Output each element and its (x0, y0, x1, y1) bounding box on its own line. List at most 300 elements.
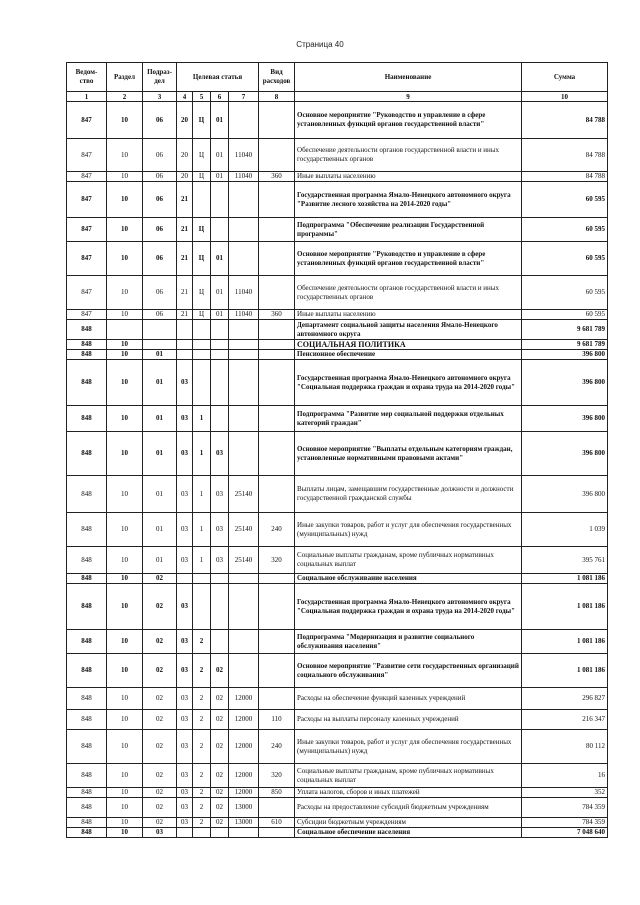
table-row (67, 710, 608, 730)
vedomstvo-cell: 848 (67, 340, 107, 350)
name-cell: Обеспечение деятельности органов государственной власти и иных государственных органов (295, 276, 522, 310)
vedomstvo-cell: 848 (67, 360, 107, 406)
vedomstvo-cell: 848 (67, 630, 107, 654)
vid-cell (259, 218, 295, 242)
target-code-3-cell (211, 584, 229, 630)
col-number: 3 (143, 92, 177, 102)
podrazdel-cell: 02 (143, 788, 177, 798)
col-number: 7 (229, 92, 259, 102)
podrazdel-cell: 02 (143, 574, 177, 584)
table-row (67, 432, 608, 476)
podrazdel-cell: 02 (143, 584, 177, 630)
target-code-1-cell: 03 (177, 654, 193, 688)
table-row (67, 630, 608, 654)
target-code-4-cell (229, 218, 259, 242)
vedomstvo-cell: 847 (67, 242, 107, 276)
target-code-3-cell: 02 (211, 764, 229, 788)
target-code-4-cell (229, 828, 259, 838)
sum-cell: 396 800 (522, 360, 608, 406)
vedomstvo-cell: 848 (67, 688, 107, 710)
target-code-3-cell (211, 218, 229, 242)
name-cell: Департамент социальной защиты населения Ямало-Ненецкого автономного округа (295, 320, 522, 340)
vid-cell (259, 102, 295, 139)
target-code-3-cell: 01 (211, 310, 229, 320)
vedomstvo-cell: 847 (67, 182, 107, 218)
razdel-cell: 10 (107, 547, 143, 574)
vedomstvo-cell: 848 (67, 764, 107, 788)
target-code-3-cell: 02 (211, 688, 229, 710)
table-row (67, 340, 608, 350)
target-code-4-cell: 25140 (229, 476, 259, 513)
target-code-3-cell: 02 (211, 654, 229, 688)
podrazdel-cell: 02 (143, 730, 177, 764)
sum-cell: 60 595 (522, 182, 608, 218)
target-code-1-cell: 03 (177, 730, 193, 764)
vedomstvo-cell: 848 (67, 476, 107, 513)
sum-cell: 1 081 186 (522, 654, 608, 688)
sum-cell: 352 (522, 788, 608, 798)
table-row (67, 764, 608, 788)
table-row (67, 182, 608, 218)
target-code-2-cell: 2 (193, 764, 211, 788)
name-cell: Уплата налогов, сборов и иных платежей (295, 788, 522, 798)
target-code-4-cell (229, 654, 259, 688)
target-code-1-cell: 03 (177, 710, 193, 730)
razdel-cell: 10 (107, 360, 143, 406)
target-code-2-cell: 1 (193, 547, 211, 574)
podrazdel-cell: 06 (143, 276, 177, 310)
sum-cell: 60 595 (522, 276, 608, 310)
sum-cell: 60 595 (522, 218, 608, 242)
vid-cell: 240 (259, 513, 295, 547)
razdel-cell: 10 (107, 513, 143, 547)
target-code-4-cell: 12000 (229, 764, 259, 788)
sum-cell: 84 788 (522, 139, 608, 172)
sum-cell: 1 081 186 (522, 584, 608, 630)
razdel-cell: 10 (107, 798, 143, 818)
sum-cell: 1 039 (522, 513, 608, 547)
name-cell: Государственная программа Ямало-Ненецкого автономного округа "Развитие лесного хозяйства на 2014-2020 годы" (295, 182, 522, 218)
name-cell: Иные выплаты населению (295, 310, 522, 320)
target-code-4-cell (229, 630, 259, 654)
target-code-3-cell (211, 350, 229, 360)
sum-cell: 216 347 (522, 710, 608, 730)
vedomstvo-cell: 848 (67, 320, 107, 340)
vid-cell (259, 320, 295, 340)
razdel-cell: 10 (107, 688, 143, 710)
razdel-cell: 10 (107, 630, 143, 654)
vid-cell (259, 584, 295, 630)
podrazdel-cell: 06 (143, 102, 177, 139)
vid-cell (259, 828, 295, 838)
podrazdel-cell: 01 (143, 360, 177, 406)
podrazdel-cell: 01 (143, 476, 177, 513)
razdel-cell: 10 (107, 788, 143, 798)
target-code-2-cell: Ц (193, 276, 211, 310)
vid-cell (259, 630, 295, 654)
vedomstvo-cell: 847 (67, 276, 107, 310)
target-code-3-cell: 01 (211, 242, 229, 276)
vid-cell (259, 432, 295, 476)
vid-cell: 360 (259, 310, 295, 320)
target-code-4-cell (229, 350, 259, 360)
target-code-2-cell: 1 (193, 476, 211, 513)
target-code-1-cell (177, 828, 193, 838)
sum-cell: 784 359 (522, 818, 608, 828)
target-code-3-cell: 01 (211, 172, 229, 182)
target-code-4-cell: 11040 (229, 172, 259, 182)
razdel-cell: 10 (107, 828, 143, 838)
name-cell: Выплаты лицам, замещавшим государственные должности и должности государственной гражданской службы (295, 476, 522, 513)
target-code-1-cell: 03 (177, 798, 193, 818)
target-code-1-cell: 03 (177, 630, 193, 654)
vid-cell (259, 654, 295, 688)
vid-cell (259, 242, 295, 276)
name-cell: Иные закупки товаров, работ и услуг для обеспечения государственных (муниципальных) нужд (295, 730, 522, 764)
name-cell: Социальное обслуживание населения (295, 574, 522, 584)
target-code-4-cell (229, 584, 259, 630)
table-header-row (67, 63, 608, 92)
target-code-2-cell: Ц (193, 310, 211, 320)
podrazdel-cell: 02 (143, 798, 177, 818)
sum-cell: 9 681 789 (522, 340, 608, 350)
target-code-2-cell: 1 (193, 406, 211, 432)
target-code-2-cell: 2 (193, 654, 211, 688)
name-cell: Социальные выплаты гражданам, кроме публичных нормативных социальных выплат (295, 547, 522, 574)
razdel-cell: 10 (107, 242, 143, 276)
razdel-cell: 10 (107, 476, 143, 513)
target-code-4-cell: 11040 (229, 310, 259, 320)
vedomstvo-cell: 847 (67, 102, 107, 139)
podrazdel-cell: 02 (143, 710, 177, 730)
podrazdel-cell: 06 (143, 182, 177, 218)
target-code-1-cell (177, 574, 193, 584)
target-code-2-cell (193, 360, 211, 406)
table-row (67, 360, 608, 406)
razdel-cell: 10 (107, 218, 143, 242)
target-code-3-cell (211, 320, 229, 340)
podrazdel-cell: 06 (143, 172, 177, 182)
sum-cell: 7 048 640 (522, 828, 608, 838)
target-code-2-cell (193, 350, 211, 360)
vedomstvo-cell: 848 (67, 432, 107, 476)
vid-cell (259, 139, 295, 172)
target-code-4-cell: 11040 (229, 276, 259, 310)
header-vid: Вид расходов (259, 63, 295, 92)
table-row (67, 788, 608, 798)
name-cell: Расходы на обеспечение функций казенных учреждений (295, 688, 522, 710)
target-code-3-cell: 01 (211, 102, 229, 139)
razdel-cell: 10 (107, 139, 143, 172)
table-row (67, 406, 608, 432)
target-code-4-cell (229, 406, 259, 432)
col-number: 1 (67, 92, 107, 102)
podrazdel-cell: 06 (143, 139, 177, 172)
header-name: Наименование (295, 63, 522, 92)
podrazdel-cell: 06 (143, 242, 177, 276)
target-code-3-cell (211, 630, 229, 654)
sum-cell: 396 800 (522, 432, 608, 476)
target-code-4-cell (229, 182, 259, 218)
vedomstvo-cell: 848 (67, 513, 107, 547)
target-code-3-cell: 03 (211, 547, 229, 574)
podrazdel-cell: 01 (143, 547, 177, 574)
sum-cell: 784 359 (522, 798, 608, 818)
table-row (67, 218, 608, 242)
razdel-cell: 10 (107, 310, 143, 320)
vedomstvo-cell: 848 (67, 406, 107, 432)
target-code-1-cell: 21 (177, 218, 193, 242)
table-row (67, 828, 608, 838)
target-code-4-cell: 11040 (229, 139, 259, 172)
target-code-2-cell: 1 (193, 513, 211, 547)
vid-cell (259, 688, 295, 710)
vedomstvo-cell: 848 (67, 788, 107, 798)
razdel-cell: 10 (107, 432, 143, 476)
vid-cell: 850 (259, 788, 295, 798)
razdel-cell: 10 (107, 654, 143, 688)
vedomstvo-cell: 848 (67, 730, 107, 764)
target-code-1-cell: 03 (177, 818, 193, 828)
name-cell: Социальные выплаты гражданам, кроме публичных нормативных социальных выплат (295, 764, 522, 788)
col-number: 8 (259, 92, 295, 102)
col-number: 9 (295, 92, 522, 102)
vid-cell (259, 350, 295, 360)
sum-cell: 396 800 (522, 350, 608, 360)
target-code-3-cell (211, 574, 229, 584)
budget-table (66, 62, 608, 838)
name-cell: Основное мероприятие "Выплаты отдельным категориям граждан, установленные нормативными правовыми актами" (295, 432, 522, 476)
name-cell: Подпрограмма "Модернизация и развитие социального обслуживания населения" (295, 630, 522, 654)
podrazdel-cell: 03 (143, 828, 177, 838)
name-cell: Иные закупки товаров, работ и услуг для обеспечения государственных (муниципальных) нужд (295, 513, 522, 547)
vid-cell (259, 182, 295, 218)
podrazdel-cell: 02 (143, 688, 177, 710)
header-podrazdel: Подраз-дел (143, 63, 177, 92)
table-row (67, 513, 608, 547)
target-code-1-cell: 03 (177, 476, 193, 513)
vedomstvo-cell: 848 (67, 584, 107, 630)
sum-cell: 396 800 (522, 476, 608, 513)
target-code-4-cell: 12000 (229, 788, 259, 798)
podrazdel-cell (143, 340, 177, 350)
table-row (67, 139, 608, 172)
target-code-2-cell: Ц (193, 172, 211, 182)
sum-cell: 396 800 (522, 406, 608, 432)
table-row (67, 798, 608, 818)
razdel-cell: 10 (107, 710, 143, 730)
vid-cell (259, 360, 295, 406)
target-code-4-cell: 12000 (229, 688, 259, 710)
sum-cell: 80 112 (522, 730, 608, 764)
name-cell: Расходы на выплаты персоналу казенных учреждений (295, 710, 522, 730)
target-code-2-cell: 2 (193, 730, 211, 764)
target-code-2-cell: 2 (193, 688, 211, 710)
target-code-3-cell: 03 (211, 513, 229, 547)
podrazdel-cell: 01 (143, 513, 177, 547)
sum-cell: 1 081 186 (522, 630, 608, 654)
vedomstvo-cell: 848 (67, 818, 107, 828)
vid-cell (259, 798, 295, 818)
target-code-1-cell: 20 (177, 172, 193, 182)
target-code-1-cell: 21 (177, 276, 193, 310)
name-cell: Основное мероприятие "Руководство и управление в сфере установленных функций органов государственной власти" (295, 102, 522, 139)
table-row (67, 350, 608, 360)
table-row (67, 654, 608, 688)
table-row (67, 320, 608, 340)
sum-cell: 395 761 (522, 547, 608, 574)
sum-cell: 84 788 (522, 102, 608, 139)
vedomstvo-cell: 847 (67, 310, 107, 320)
target-code-3-cell: 03 (211, 476, 229, 513)
sum-cell: 84 788 (522, 172, 608, 182)
header-sum: Сумма (522, 63, 608, 92)
target-code-3-cell (211, 360, 229, 406)
sum-cell: 296 827 (522, 688, 608, 710)
razdel-cell: 10 (107, 818, 143, 828)
target-code-4-cell: 25140 (229, 513, 259, 547)
target-code-1-cell: 21 (177, 242, 193, 276)
vid-cell (259, 476, 295, 513)
vedomstvo-cell: 848 (67, 798, 107, 818)
target-code-2-cell (193, 584, 211, 630)
vedomstvo-cell: 848 (67, 350, 107, 360)
target-code-1-cell: 20 (177, 139, 193, 172)
target-code-2-cell: Ц (193, 218, 211, 242)
target-code-1-cell: 03 (177, 764, 193, 788)
razdel-cell: 10 (107, 730, 143, 764)
podrazdel-cell: 01 (143, 406, 177, 432)
col-number: 4 (177, 92, 193, 102)
vedomstvo-cell: 847 (67, 139, 107, 172)
target-code-3-cell: 02 (211, 730, 229, 764)
target-code-2-cell: 2 (193, 788, 211, 798)
table-row (67, 547, 608, 574)
vid-cell (259, 276, 295, 310)
podrazdel-cell: 06 (143, 310, 177, 320)
name-cell: СОЦИАЛЬНАЯ ПОЛИТИКА (295, 340, 522, 350)
target-code-2-cell: 2 (193, 630, 211, 654)
razdel-cell: 10 (107, 172, 143, 182)
table-row (67, 584, 608, 630)
razdel-cell: 10 (107, 574, 143, 584)
target-code-4-cell (229, 320, 259, 340)
target-code-1-cell: 21 (177, 182, 193, 218)
target-code-4-cell (229, 432, 259, 476)
name-cell: Пенсионное обеспечение (295, 350, 522, 360)
col-number: 6 (211, 92, 229, 102)
header-razdel: Раздел (107, 63, 143, 92)
target-code-4-cell: 25140 (229, 547, 259, 574)
target-code-1-cell (177, 320, 193, 340)
target-code-3-cell: 02 (211, 798, 229, 818)
target-code-1-cell: 03 (177, 432, 193, 476)
name-cell: Иные выплаты населению (295, 172, 522, 182)
target-code-3-cell: 02 (211, 818, 229, 828)
target-code-4-cell (229, 360, 259, 406)
table-row (67, 730, 608, 764)
target-code-2-cell (193, 828, 211, 838)
name-cell: Обеспечение деятельности органов государственной власти и иных государственных органов (295, 139, 522, 172)
target-code-3-cell: 03 (211, 432, 229, 476)
header-target: Целевая статья (177, 63, 259, 92)
target-code-1-cell: 21 (177, 310, 193, 320)
table-row (67, 574, 608, 584)
target-code-4-cell (229, 102, 259, 139)
target-code-4-cell: 12000 (229, 730, 259, 764)
name-cell: Подпрограмма "Обеспечение реализации Государственной программы" (295, 218, 522, 242)
col-number: 10 (522, 92, 608, 102)
name-cell: Основное мероприятие "Развитие сети государственных организаций социального обслуживания" (295, 654, 522, 688)
target-code-1-cell: 03 (177, 584, 193, 630)
razdel-cell: 10 (107, 340, 143, 350)
header-vedomstvo: Ведом-ство (67, 63, 107, 92)
target-code-4-cell: 13000 (229, 818, 259, 828)
razdel-cell: 10 (107, 764, 143, 788)
target-code-3-cell (211, 340, 229, 350)
target-code-1-cell: 03 (177, 788, 193, 798)
target-code-1-cell (177, 340, 193, 350)
razdel-cell: 10 (107, 350, 143, 360)
vid-cell (259, 574, 295, 584)
col-number: 5 (193, 92, 211, 102)
name-cell: Государственная программа Ямало-Ненецкого автономного округа "Социальная поддержка граждан и охрана труда на 2014-2020 годы" (295, 360, 522, 406)
table-row (67, 242, 608, 276)
podrazdel-cell: 02 (143, 818, 177, 828)
sum-cell: 1 081 186 (522, 574, 608, 584)
podrazdel-cell: 02 (143, 630, 177, 654)
target-code-1-cell (177, 350, 193, 360)
target-code-3-cell (211, 828, 229, 838)
vid-cell (259, 406, 295, 432)
target-code-3-cell: 01 (211, 139, 229, 172)
table-row (67, 688, 608, 710)
vedomstvo-cell: 847 (67, 172, 107, 182)
target-code-1-cell: 03 (177, 688, 193, 710)
target-code-2-cell: 2 (193, 798, 211, 818)
col-number: 2 (107, 92, 143, 102)
razdel-cell: 10 (107, 276, 143, 310)
target-code-4-cell (229, 574, 259, 584)
podrazdel-cell: 02 (143, 764, 177, 788)
table-row (67, 172, 608, 182)
target-code-4-cell (229, 340, 259, 350)
podrazdel-cell (143, 320, 177, 340)
target-code-4-cell (229, 242, 259, 276)
vid-cell: 610 (259, 818, 295, 828)
name-cell: Государственная программа Ямало-Ненецкого автономного округа "Социальная поддержка граждан и охрана труда на 2014-2020 годы" (295, 584, 522, 630)
sum-cell: 16 (522, 764, 608, 788)
podrazdel-cell: 01 (143, 432, 177, 476)
podrazdel-cell: 06 (143, 218, 177, 242)
target-code-2-cell (193, 320, 211, 340)
table-row (67, 818, 608, 828)
target-code-2-cell: 2 (193, 710, 211, 730)
razdel-cell: 10 (107, 102, 143, 139)
podrazdel-cell: 02 (143, 654, 177, 688)
name-cell: Основное мероприятие "Руководство и управление в сфере установленных функций органов государственной власти" (295, 242, 522, 276)
vedomstvo-cell: 848 (67, 710, 107, 730)
name-cell: Субсидии бюджетным учреждениям (295, 818, 522, 828)
target-code-3-cell: 02 (211, 710, 229, 730)
table-row (67, 276, 608, 310)
vedomstvo-cell: 848 (67, 547, 107, 574)
name-cell: Расходы на предоставление субсидий бюджетным учреждениям (295, 798, 522, 818)
target-code-1-cell: 20 (177, 102, 193, 139)
target-code-3-cell (211, 406, 229, 432)
table-row (67, 310, 608, 320)
target-code-2-cell (193, 340, 211, 350)
